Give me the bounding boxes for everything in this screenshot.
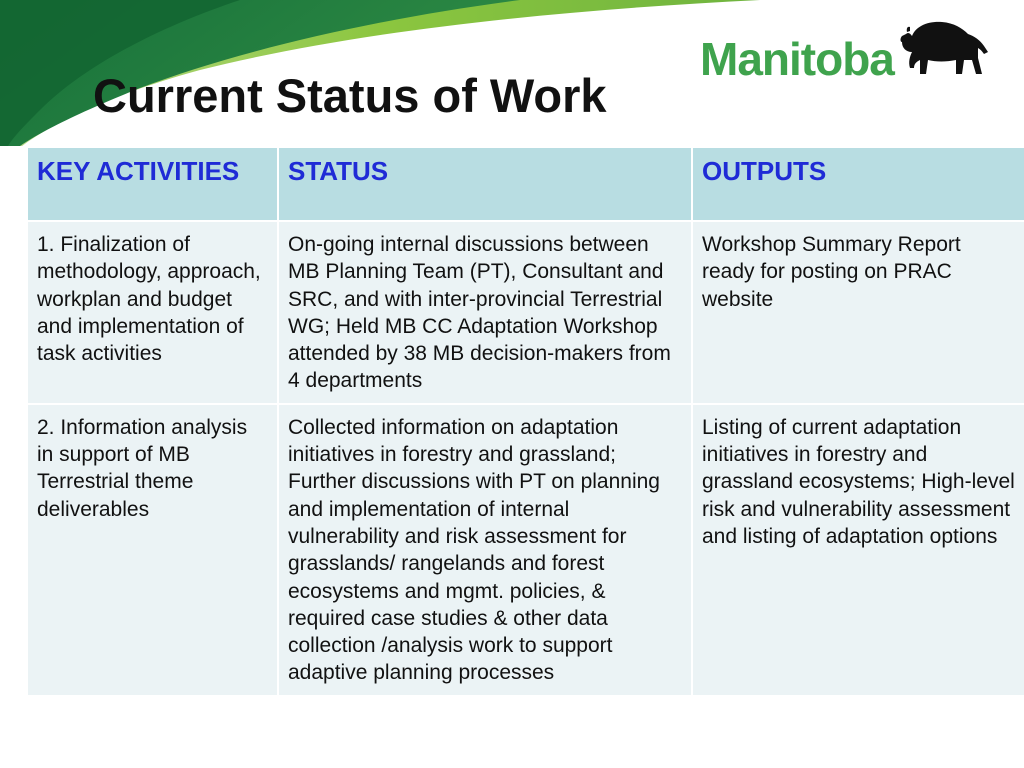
table-header-row [27, 147, 1024, 221]
activity-cell: 2. Information analysis in support of MB Terrestrial theme deliverables [27, 404, 278, 696]
table-row [27, 404, 1024, 696]
status-cell: Collected information on adaptation initiatives in forestry and grassland; Further discussions with PT on planning and implementation of internal vulnerability and risk assessment for grasslands/ rangelands and forest ecosystems and mgmt. policies, & required case studies & other data collection /analysis work to support adaptive planning processes [278, 404, 692, 696]
outputs-cell: Listing of current adaptation initiatives in forestry and grassland ecosystems; High-level risk and vulnerability assessment and listing of adaptation options [692, 404, 1024, 696]
outputs-cell: Workshop Summary Report ready for posting on PRAC website [692, 221, 1024, 404]
header-status: STATUS [278, 147, 692, 221]
logo-text: Manitoba [700, 33, 894, 85]
table-row [27, 221, 1024, 404]
status-cell: On-going internal discussions between MB Planning Team (PT), Consultant and SRC, and with inter-provincial Terrestrial WG; Held MB CC Adaptation Workshop attended by 38 MB decision-makers from 4 departments [278, 221, 692, 404]
page-title: Current Status of Work [93, 69, 607, 122]
bison-icon [898, 18, 990, 78]
activity-cell: 1. Finalization of methodology, approach, workplan and budget and implementation of task activities [27, 221, 278, 404]
header-key-activities: KEY ACTIVITIES [27, 147, 278, 221]
manitoba-logo [700, 18, 1000, 84]
header-outputs: OUTPUTS [692, 147, 1024, 221]
status-table [26, 146, 1024, 697]
